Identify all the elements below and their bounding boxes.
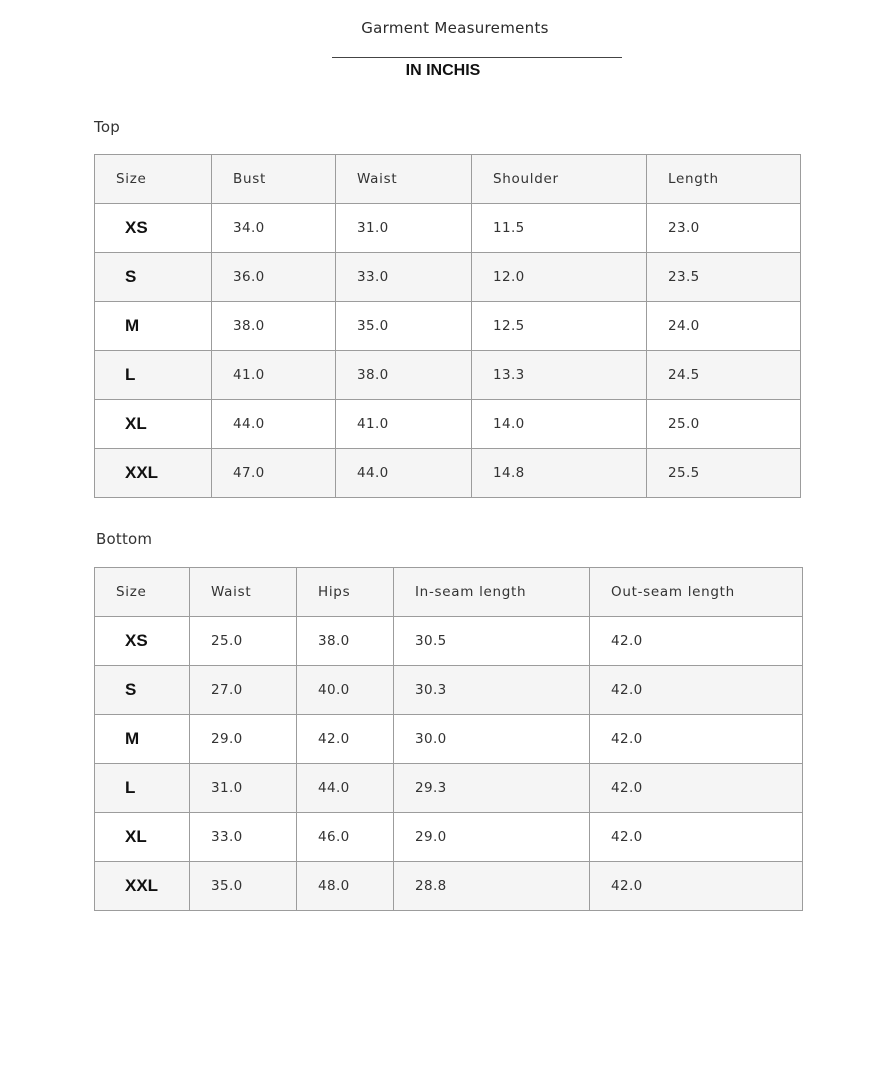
table-cell: 35.0 xyxy=(190,862,297,911)
table-cell: 30.5 xyxy=(394,617,590,666)
table-cell: 42.0 xyxy=(590,764,803,813)
table-cell: 40.0 xyxy=(297,666,394,715)
size-cell: M xyxy=(95,302,212,351)
size-cell: M xyxy=(95,715,190,764)
table-cell: 42.0 xyxy=(590,813,803,862)
table-cell: 42.0 xyxy=(590,862,803,911)
column-header: Hips xyxy=(297,568,394,617)
table-cell: 27.0 xyxy=(190,666,297,715)
table-cell: 38.0 xyxy=(297,617,394,666)
table-cell: 25.0 xyxy=(190,617,297,666)
table-row xyxy=(95,715,803,764)
table-cell: 29.0 xyxy=(394,813,590,862)
size-cell: L xyxy=(95,764,190,813)
table-row xyxy=(95,813,803,862)
table-cell: 36.0 xyxy=(212,253,336,302)
column-header: Shoulder xyxy=(472,155,647,204)
table-cell: 23.0 xyxy=(647,204,801,253)
table-cell: 30.3 xyxy=(394,666,590,715)
table-cell: 42.0 xyxy=(297,715,394,764)
table-cell: 12.5 xyxy=(472,302,647,351)
table-cell: 41.0 xyxy=(336,400,472,449)
table-row xyxy=(95,617,803,666)
column-header: Waist xyxy=(190,568,297,617)
table-row xyxy=(95,764,803,813)
column-header: Waist xyxy=(336,155,472,204)
table-cell: 41.0 xyxy=(212,351,336,400)
table-row xyxy=(95,666,803,715)
table-cell: 42.0 xyxy=(590,617,803,666)
size-cell: XS xyxy=(95,617,190,666)
table-cell: 42.0 xyxy=(590,666,803,715)
table-cell: 34.0 xyxy=(212,204,336,253)
table-cell: 38.0 xyxy=(336,351,472,400)
table-row xyxy=(95,449,801,498)
size-cell: L xyxy=(95,351,212,400)
table-cell: 30.0 xyxy=(394,715,590,764)
column-header: Bust xyxy=(212,155,336,204)
column-header: Length xyxy=(647,155,801,204)
column-header: Size xyxy=(95,568,190,617)
table-row xyxy=(95,351,801,400)
table-cell: 29.3 xyxy=(394,764,590,813)
table-cell: 14.8 xyxy=(472,449,647,498)
table-cell: 28.8 xyxy=(394,862,590,911)
table-cell: 48.0 xyxy=(297,862,394,911)
table-row xyxy=(95,400,801,449)
table-header-row xyxy=(95,155,801,204)
table-row xyxy=(95,253,801,302)
table-cell: 33.0 xyxy=(190,813,297,862)
size-cell: XL xyxy=(95,813,190,862)
table-cell: 25.0 xyxy=(647,400,801,449)
table-cell: 31.0 xyxy=(336,204,472,253)
column-header: Size xyxy=(95,155,212,204)
table-header-row xyxy=(95,568,803,617)
table-cell: 11.5 xyxy=(472,204,647,253)
table-row xyxy=(95,204,801,253)
table-cell: 35.0 xyxy=(336,302,472,351)
table-cell: 23.5 xyxy=(647,253,801,302)
top-section-label: Top xyxy=(94,118,120,136)
table-row xyxy=(95,302,801,351)
bottom-section-label: Bottom xyxy=(96,530,153,548)
size-cell: XL xyxy=(95,400,212,449)
size-cell: S xyxy=(95,666,190,715)
unit-label: IN INCHIS xyxy=(405,62,481,79)
table-cell: 44.0 xyxy=(297,764,394,813)
table-cell: 29.0 xyxy=(190,715,297,764)
column-header: In-seam length xyxy=(394,568,590,617)
top-size-table xyxy=(94,154,801,498)
table-cell: 14.0 xyxy=(472,400,647,449)
table-cell: 33.0 xyxy=(336,253,472,302)
size-cell: XS xyxy=(95,204,212,253)
size-cell: S xyxy=(95,253,212,302)
table-cell: 25.5 xyxy=(647,449,801,498)
table-cell: 38.0 xyxy=(212,302,336,351)
table-cell: 46.0 xyxy=(297,813,394,862)
table-cell: 47.0 xyxy=(212,449,336,498)
table-cell: 12.0 xyxy=(472,253,647,302)
table-cell: 42.0 xyxy=(590,715,803,764)
table-cell: 31.0 xyxy=(190,764,297,813)
size-cell: XXL xyxy=(95,862,190,911)
bottom-size-table xyxy=(94,567,803,911)
size-cell: XXL xyxy=(95,449,212,498)
table-cell: 44.0 xyxy=(212,400,336,449)
title-divider xyxy=(332,57,622,58)
table-cell: 24.5 xyxy=(647,351,801,400)
table-cell: 44.0 xyxy=(336,449,472,498)
column-header: Out-seam length xyxy=(590,568,803,617)
page-title: Garment Measurements xyxy=(361,19,549,37)
table-cell: 13.3 xyxy=(472,351,647,400)
table-cell: 24.0 xyxy=(647,302,801,351)
table-row xyxy=(95,862,803,911)
